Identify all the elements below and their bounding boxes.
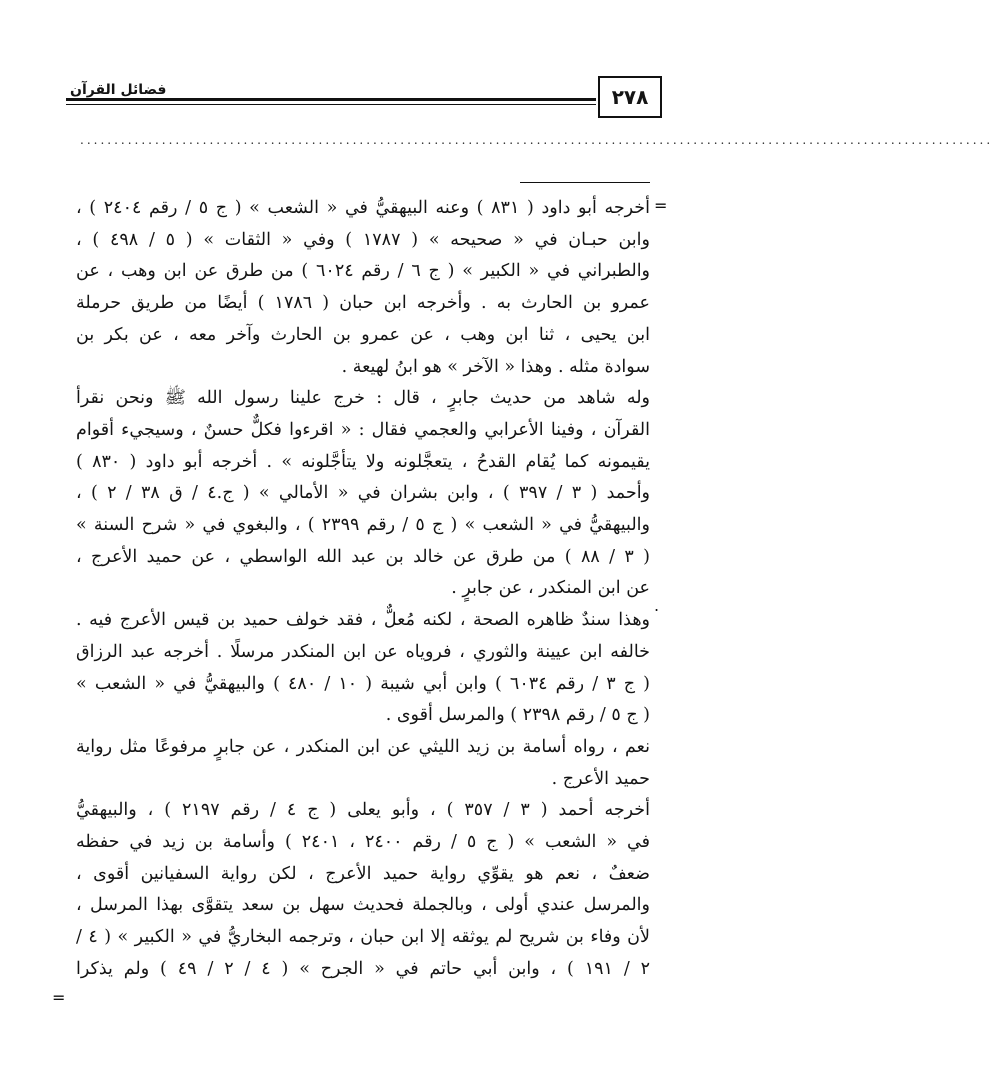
text-line: والمرسل عندي أولى ، وبالجملة فحديث سهل بن سعد يتقوَّى بهذا المرسل ، xyxy=(76,895,650,915)
page-number: ٢٧٨ xyxy=(598,76,662,118)
text-line: لأن وفاء بن شريح لم يوثقه إلا ابن حبان ، وترجمه البخاريُّ في « الكبير » ( ٤ / xyxy=(76,927,650,947)
continuation-mark-start: = xyxy=(654,196,668,215)
text-line: وابن حبـان في « صحيحه » ( ١٧٨٧ ) وفي « الثقات » ( ٥ / ٤٩٨ ) ، xyxy=(76,230,650,250)
text-line: عن ابن المنكدر ، عن جابرٍ . xyxy=(451,578,650,598)
text-line: ابن يحيى ، ثنا ابن وهب ، عن عمرو بن الحارث وآخر معه ، عن بكر بن xyxy=(76,325,650,345)
text-line: خالفه ابن عيينة والثوري ، فروياه عن ابن المنكدر مرسلًا . أخرجه عبد الرزاق xyxy=(76,642,650,662)
text-line: وله شاهد من حديث جابرٍ ، قال : خرج علينا رسول الله ﷺ ونحن نقرأ xyxy=(76,388,650,408)
continuation-mark-end: = xyxy=(52,988,66,1007)
text-line: والبيهقيُّ في « الشعب » ( ج ٥ / رقم ٢٣٩٩ ) ، والبغوي في « شرح السنة » xyxy=(76,515,650,535)
header-rule-thin xyxy=(66,104,596,105)
header-rule xyxy=(66,98,596,101)
text-line: وهذا سندٌ ظاهره الصحة ، لكنه مُعلٌّ ، فقد خولف حميد بن قيس الأعرج فيه . xyxy=(76,610,650,630)
text-line: وأحمد ( ٣ / ٣٩٧ ) ، وابن بشران في « الأمالي » ( ج.٤ / ق ٣٨ / ٢ ) ، xyxy=(76,483,651,503)
text-line: ( ج ٥ / رقم ٢٣٩٨ ) والمرسل أقوى . xyxy=(385,705,650,725)
text-line: حميد الأعرج . xyxy=(551,769,650,789)
text-line: يقيمونه كما يُقام القدحُ ، يتعجَّلونه ولا يتأجَّلونه » . أخرجه أبو داود ( ٨٣٠ ) xyxy=(76,452,651,472)
text-line: والطبراني في « الكبير » ( ج ٦ / رقم ٦٠٢٤ ) من طرق عن ابن وهب ، عن xyxy=(76,261,651,281)
footnote-rule xyxy=(520,182,650,183)
text-line: أخرجه أبو داود ( ٨٣١ ) وعنه البيهقيُّ في « الشعب » ( ج ٥ / رقم ٢٤٠٤ ) ، xyxy=(76,198,650,218)
text-line: سوادة مثله . وهذا « الآخر » هو ابنُ لهيعة . xyxy=(341,357,650,377)
text-line: ٢ / ١٩١ ) ، وابن أبي حاتم في « الجرح » ( ٤ / ٢ / ٤٩ ) ولم يذكرا xyxy=(76,959,650,979)
text-line: القرآن ، وفينا الأعرابي والعجمي فقال : « اقرءوا فكلٌّ حسنٌ ، وسيجيء أقوام xyxy=(76,420,650,440)
dotted-separator: ...................................................................................................................................... xyxy=(80,133,993,147)
text-line: أخرجه أحمد ( ٣ / ٣٥٧ ) ، وأبو يعلى ( ج ٤ / رقم ٢١٩٧ ) ، والبيهقيُّ xyxy=(76,800,650,820)
text-line: ( ج ٣ / رقم ٦٠٣٤ ) وابن أبي شيبة ( ١٠ / ٤٨٠ ) والبيهقيُّ في « الشعب » xyxy=(76,674,650,694)
text-line: ضعفٌ ، نعم هو يقوِّي رواية حميد الأعرج ، لكن رواية السفيانين أقوى ، xyxy=(76,864,650,884)
text-line: نعم ، رواه أسامة بن زيد الليثي عن ابن المنكدر ، عن جابرٍ مرفوعًا مثل رواية xyxy=(76,737,650,757)
note-dot: . xyxy=(654,596,660,615)
text-line: في « الشعب » ( ج ٥ / رقم ٢٤٠٠ ، ٢٤٠١ ) وأسامة بن زيد في حفظه xyxy=(76,832,650,852)
text-line: عمرو بن الحارث به . وأخرجه ابن حبان ( ١٧٨٦ ) أيضًا من طريق حرملة xyxy=(76,293,650,313)
running-title: فضائل القرآن xyxy=(70,82,167,98)
text-line: ( ٣ / ٨٨ ) من طرق عن خالد بن عبد الله الواسطي ، عن حميد الأعرج ، xyxy=(76,547,650,567)
